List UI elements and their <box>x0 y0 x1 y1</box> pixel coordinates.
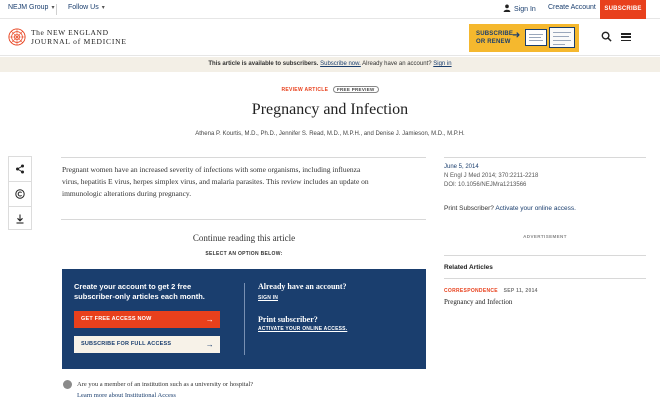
divider <box>444 278 646 279</box>
arrow-right-icon: ➜ <box>512 30 521 41</box>
select-option-label: SELECT AN OPTION BELOW: <box>205 251 283 257</box>
permissions-button[interactable] <box>9 182 31 206</box>
promo-line-2: OR RENEW <box>476 39 511 45</box>
promo-line-1: SUBSCRIBE <box>476 31 514 37</box>
banner-lead: This article is available to subscribers. <box>208 61 319 67</box>
subscribe-now-link[interactable]: Subscribe now. <box>320 61 361 67</box>
institution-icon <box>63 380 72 389</box>
print-subscriber-heading: Print subscriber? <box>258 315 318 324</box>
download-icon <box>15 214 25 224</box>
advertisement-label: ADVERTISEMENT <box>523 234 567 239</box>
related-articles-heading: Related Articles <box>444 264 493 271</box>
divider <box>444 255 646 256</box>
get-free-access-button[interactable] <box>74 311 220 328</box>
wordmark-line-1: The NEW ENGLAND <box>31 28 109 37</box>
related-article-type: CORRESPONDENCE <box>444 288 498 294</box>
activate-access-link[interactable]: Activate your online access. <box>495 205 576 212</box>
journal-wordmark[interactable] <box>31 28 127 46</box>
menu-icon[interactable] <box>621 33 631 41</box>
banner-middle: Already have an account? <box>362 61 432 67</box>
subscribe-renew-promo[interactable] <box>469 24 579 52</box>
share-rail <box>8 156 32 230</box>
wordmark-line-2: JOURNAL of MEDICINE <box>31 37 127 46</box>
follow-us-label: Follow Us <box>68 4 99 11</box>
article-title: Pregnancy and Infection <box>251 101 409 118</box>
subscribe-button[interactable]: SUBSCRIBE <box>600 0 646 19</box>
tablet-illustration <box>525 29 547 46</box>
continue-reading-heading: Continue reading this article <box>192 233 296 243</box>
activate-online-access-link[interactable]: ACTIVATE YOUR ONLINE ACCESS. <box>258 326 348 332</box>
promo-text <box>476 30 513 46</box>
citation-block <box>444 163 538 190</box>
subscribe-full-access-label: SUBSCRIBE FOR FULL ACCESS <box>81 341 172 347</box>
related-article-meta <box>444 288 538 294</box>
access-options-panel <box>62 269 426 369</box>
article-type: REVIEW ARTICLE <box>281 87 329 93</box>
article-kicker <box>0 87 660 93</box>
arrow-right-icon: → <box>205 340 214 349</box>
doi-text: DOI: 10.1056/NEJMra1213566 <box>444 182 527 188</box>
sign-in-link[interactable] <box>503 4 536 13</box>
related-article-link[interactable]: Pregnancy and Infection <box>444 298 513 306</box>
banner-sign-in-link[interactable]: Sign in <box>433 61 452 67</box>
nejm-group-menu[interactable] <box>8 4 54 11</box>
divider <box>61 157 426 158</box>
person-icon <box>503 4 511 12</box>
panel-sign-in-link[interactable]: SIGN IN <box>258 295 279 301</box>
divider <box>56 4 57 15</box>
sign-in-label: Sign In <box>514 6 536 13</box>
abstract-line: immunologic alterations during pregnancy. <box>62 189 192 198</box>
subscriber-banner <box>0 57 660 72</box>
site-header <box>0 19 660 56</box>
journal-cover-illustration <box>549 27 575 48</box>
divider <box>61 219 426 220</box>
chevron-down-icon: ▾ <box>101 5 105 11</box>
abstract-line: Pregnant women have an increased severity of infections with some organisms, including influenza <box>62 165 361 174</box>
share-button[interactable] <box>9 157 31 181</box>
institutional-access-link[interactable]: Learn more about Institutional Access <box>77 392 176 399</box>
publication-date[interactable]: June 5, 2014 <box>444 164 479 170</box>
divider <box>244 283 245 355</box>
top-utility-bar <box>0 0 660 19</box>
subscribe-full-access-button[interactable] <box>74 336 220 353</box>
follow-us-menu[interactable] <box>68 4 105 11</box>
abstract-line: virus, hepatitis E virus, herpes simplex virus, and malaria parasites. This review includes an update on <box>62 177 369 186</box>
have-account-heading: Already have an account? <box>258 282 347 291</box>
citation-text: N Engl J Med 2014; 370:2211-2218 <box>444 173 539 179</box>
article-authors: Athena P. Kourtis, M.D., Ph.D., Jennifer S. Read, M.D., M.P.H., and Denise J. Jamieson, M.D., M.P.H. <box>195 131 465 137</box>
copyright-icon <box>15 189 25 199</box>
institution-question: Are you a member of an institution such as a university or hospital? <box>77 381 254 388</box>
related-article-date: SEP 11, 2014 <box>503 288 538 294</box>
get-free-access-label: GET FREE ACCESS NOW <box>81 316 152 322</box>
create-account-link[interactable]: Create Account <box>548 4 596 11</box>
search-icon[interactable] <box>601 31 612 42</box>
arrow-right-icon: → <box>205 315 214 324</box>
nejm-group-label: NEJM Group <box>8 4 49 11</box>
nejm-logo-icon[interactable] <box>8 28 26 46</box>
free-preview-badge: FREE PREVIEW <box>333 86 379 93</box>
chevron-down-icon: ▾ <box>51 5 55 11</box>
article-abstract <box>62 164 424 200</box>
divider <box>444 157 646 158</box>
print-subscriber-label: Print Subscriber? <box>444 205 494 212</box>
share-icon <box>15 164 25 174</box>
create-account-heading: Create your account to get 2 free subscriber-only articles each month. <box>74 282 205 301</box>
print-subscriber-line <box>444 205 576 212</box>
download-button[interactable] <box>9 207 31 231</box>
